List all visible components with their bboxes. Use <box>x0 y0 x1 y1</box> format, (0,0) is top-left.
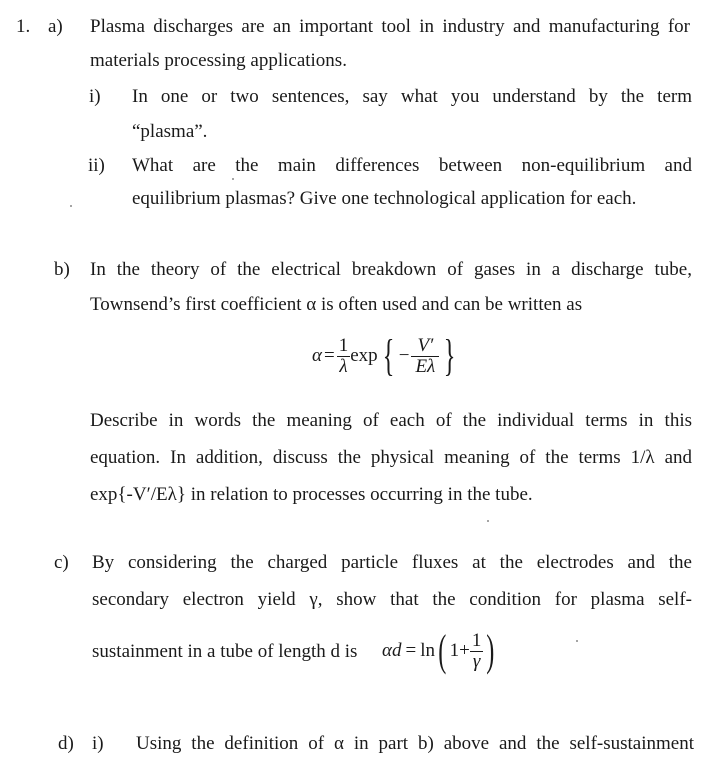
part-d-i-label: i) <box>92 733 104 754</box>
part-d-label: d) <box>58 733 74 754</box>
part-b-line-5: exp{-V′/Eλ} in relation to processes occurring in the tube. <box>90 484 533 505</box>
eq-minus: − <box>398 345 410 366</box>
part-a-ii-line-2: equilibrium plasmas? Give one technological application for each. <box>132 188 637 209</box>
part-b-line-4: equation. In addition, discuss the physical meaning of the terms 1/λ and <box>90 447 692 468</box>
eq2-frac-num: 1 <box>471 629 482 651</box>
part-a-label: a) <box>48 16 63 37</box>
part-a-line-2: materials processing applications. <box>90 50 347 71</box>
eq-equals: = <box>323 345 335 366</box>
self-sustainment-equation: αd = ln ( 1 + $\frac{1}{\gamma}$ ) <box>382 626 495 675</box>
eq2-equals: = <box>405 640 417 661</box>
eq-exp: exp <box>350 345 378 366</box>
eq-inner-fraction <box>411 336 439 377</box>
eq-fraction <box>337 336 351 377</box>
part-a-i-line-2: “plasma”. <box>132 121 208 142</box>
part-b-line-3: Describe in words the meaning of each of the individual terms in this <box>90 410 692 431</box>
part-b-line-2: Townsend’s first coefficient α is often used and can be written as <box>90 294 583 315</box>
part-c-label: c) <box>54 552 69 573</box>
eq2-one: 1 <box>449 640 460 661</box>
eq-frac-den: λ <box>339 355 348 377</box>
part-b-line-1: In the theory of the electrical breakdown of gases in a discharge tube, <box>90 259 692 280</box>
eq2-ln: ln <box>420 640 435 661</box>
part-b-label: b) <box>54 259 70 280</box>
eq2-frac-den: γ <box>472 650 481 672</box>
eq2-alpha-d: αd <box>382 640 402 661</box>
eq-alpha: α <box>312 345 322 366</box>
eq2-fraction <box>470 631 484 672</box>
part-c-line-3: sustainment in a tube of length d is <box>92 641 358 662</box>
eq2-plus: + <box>459 640 470 661</box>
scan-speck <box>70 205 72 207</box>
part-c-line-2: secondary electron yield γ, show that the condition for plasma self- <box>92 589 692 610</box>
scan-speck <box>232 178 234 180</box>
part-a-ii-label: ii) <box>88 155 105 176</box>
part-c-line-1: By considering the charged particle fluxes at the electrodes and the <box>92 552 692 573</box>
part-a-i-line-1: In one or two sentences, say what you understand by the term <box>132 86 692 107</box>
part-d-i-line-1: Using the definition of α in part b) above and the self-sustainment <box>136 733 694 754</box>
eq-inner-den: Eλ <box>415 355 436 377</box>
question-number: 1. <box>16 16 31 37</box>
part-a-ii-line-1: What are the main differences between non-equilibrium and <box>132 155 692 176</box>
part-a-line-1: Plasma discharges are an important tool in industry and manufacturing for <box>90 16 690 37</box>
eq-inner-num: V′ <box>411 336 439 357</box>
scan-speck <box>576 640 578 642</box>
townsend-equation: α = $\frac{1}{\lambda}$ exp { − $\frac{V'}{E\lambda}$ } <box>312 331 456 380</box>
part-a-i-label: i) <box>89 86 101 107</box>
eq-frac-num: 1 <box>338 334 349 356</box>
scan-speck <box>487 520 489 522</box>
